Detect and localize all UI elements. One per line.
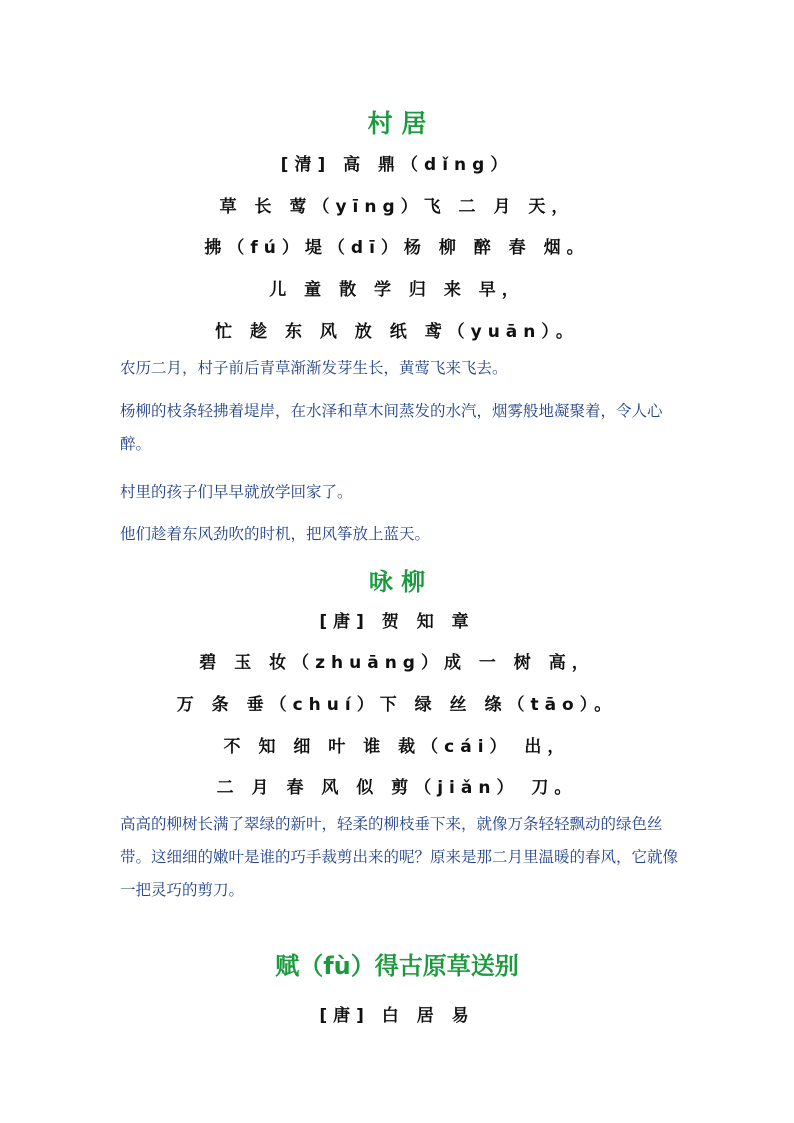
- poem-title-fudeguyuancao: 赋（fù）得古原草送别: [275, 952, 519, 980]
- translation-paragraph: 农历二月，村子前后青草渐渐发芽生长，黄莺飞来飞去。: [120, 359, 508, 377]
- translation-paragraph: 杨柳的枝条轻拂着堤岸，在水泽和草木间蒸发的水汽，烟雾般地凝聚着，令人心醉。: [120, 402, 663, 453]
- poem-title-cunju: 村 居: [367, 109, 427, 138]
- translation-paragraph: 村里的孩子们早早就放学回家了。: [120, 483, 353, 501]
- poem-line: 拂（fú）堤（dī）杨 柳 醉 春 烟。: [204, 238, 590, 258]
- poem-title-yongliu: 咏 柳: [368, 568, 426, 596]
- poem-line: 儿 童 散 学 归 来 早，: [269, 280, 525, 300]
- poem-line: 碧 玉 妆（zhuāng）成 一 树 高，: [199, 653, 595, 673]
- translation-paragraph: 高高的柳树长满了翠绿的新叶，轻柔的柳枝垂下来，就像万条轻轻飘动的绿色丝带。这细细的嫩叶是谁的巧手裁剪出来的呢？原来是那二月里温暖的春风，它就像一把灵巧的剪刀。: [120, 815, 679, 899]
- poem-author: [清] 高 鼎（dǐng）: [280, 155, 514, 175]
- translation-paragraph: 他们趁着东风劲吹的时机，把风筝放上蓝天。: [120, 525, 431, 543]
- poem-line: 二 月 春 风 似 剪（jiǎn） 刀。: [216, 778, 578, 798]
- poem-author: [唐] 白 居 易: [319, 1006, 475, 1026]
- poem-line: 不 知 细 叶 谁 裁（cái） 出，: [223, 737, 571, 757]
- poem-line: 万 条 垂（chuí）下 绿 丝 绦（tāo）。: [176, 695, 618, 715]
- poem-line: 忙 趁 东 风 放 纸 鸢（yuān）。: [215, 322, 579, 342]
- poem-line: 草 长 莺（yīng）飞 二 月 天，: [219, 197, 575, 217]
- poem-author: [唐] 贺 知 章: [319, 612, 475, 632]
